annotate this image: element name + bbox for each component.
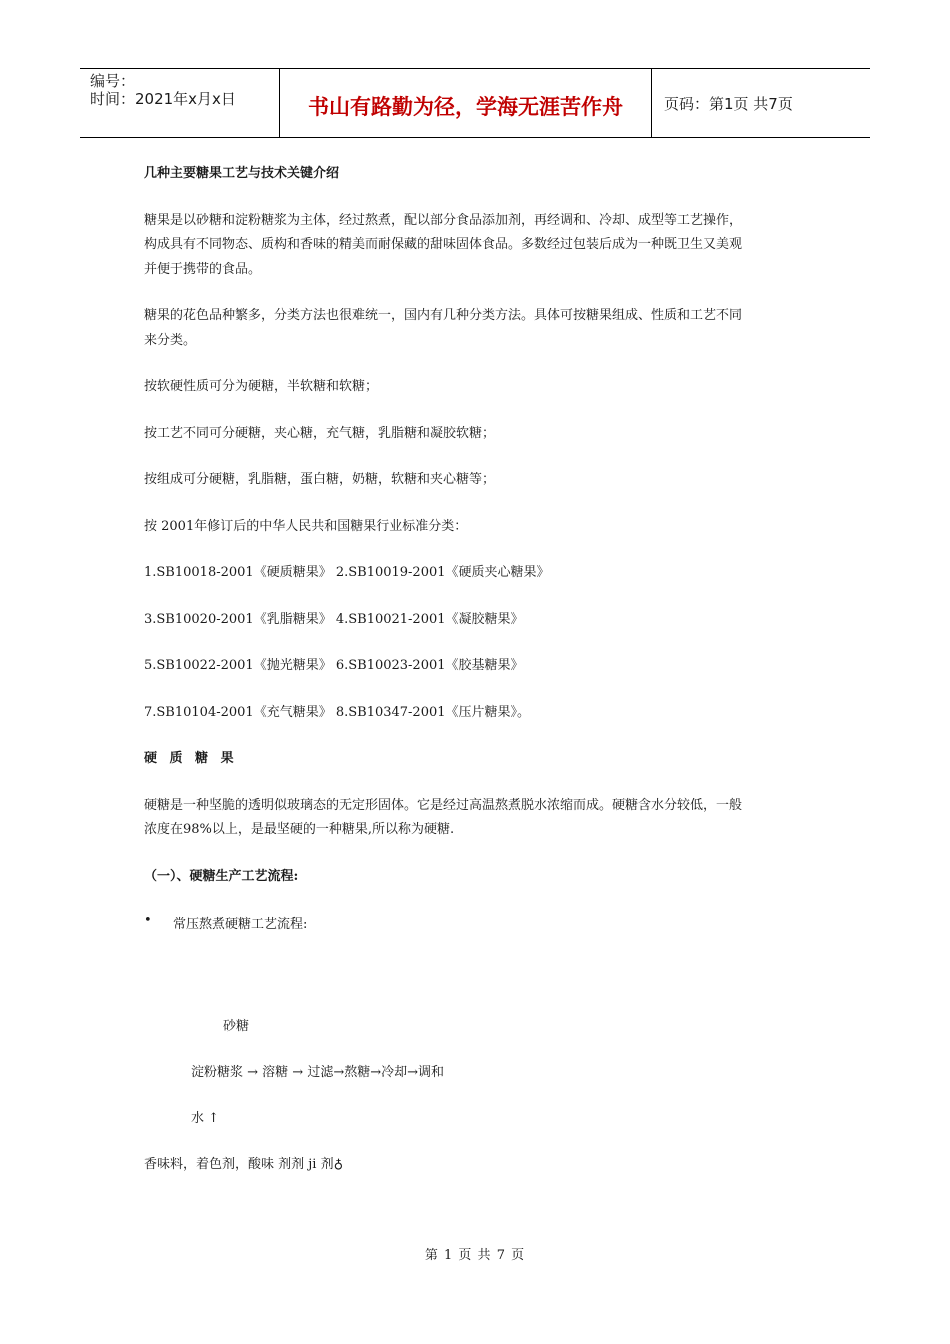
flow-main-line: 淀粉糖浆 → 溶糖 → 过滤→熬糖→冷却→调和 (191, 1065, 444, 1080)
standard-item: 3.SB10020-2001《乳脂糖果》 4.SB10021-2001《凝胶糖果》 (144, 611, 524, 627)
bullet-item (144, 913, 814, 932)
standard-item: 1.SB10018-2001《硬质糖果》 2.SB10019-2001《硬质夹心糖果》 (144, 565, 550, 580)
flow-additives: 香味料，着色剂，酸味 剂剂 ji 剂♁ (144, 1157, 344, 1172)
document-header (80, 68, 870, 138)
intro-paragraph (144, 209, 814, 283)
page-footer: 第 1 页 共 7 页 (424, 1248, 526, 1263)
document-title: 几种主要糖果工艺与技术关键介绍 (144, 166, 340, 181)
classify-by-hardness: 按软硬性质可分为硬糖，半软糖和软糖； (144, 379, 379, 394)
classify-line: 来分类。 (144, 332, 197, 348)
bullet-mark: • (144, 913, 152, 928)
process-flow (144, 1015, 744, 1177)
intro-line: 构成具有不同物态、质构和香味的精美而耐保藏的甜味固体食品。多数经过包装后成为一种既卫生又美观 (144, 237, 743, 252)
bullet-text: 常压熬煮硬糖工艺流程: (173, 917, 308, 932)
classify-line: 糖果的花色品种繁多，分类方法也很难统一，国内有几种分类方法。具体可按糖果组成、性质和工艺不同 (144, 308, 743, 323)
flow-water: 水 ↑ (191, 1111, 220, 1126)
document-body (144, 162, 814, 932)
intro-line: 并便于携带的食品。 (144, 261, 262, 277)
document-number: 编号： (90, 72, 136, 90)
classify-paragraph (144, 304, 814, 353)
classify-by-composition: 按组成可分硬糖，乳脂糖，蛋白糖，奶糖，软糖和夹心糖等； (144, 472, 496, 487)
hard-candy-paragraph (144, 794, 814, 843)
header-page-info: 页码：第1页 共7页 (664, 94, 793, 113)
header-meta (80, 69, 280, 137)
hard-candy-line: 硬糖是一种坚脆的透明似玻璃态的无定形固体。它是经过高温熬煮脱水浓缩而成。硬糖含水分较低，一般 (144, 797, 743, 813)
classify-by-process: 按工艺不同可分硬糖，夹心糖，充气糖，乳脂糖和凝胶软糖； (144, 425, 496, 441)
hard-candy-heading: 硬 质 糖 果 (144, 751, 238, 766)
classify-by-standard: 按 2001年修订后的中华人民共和国糖果行业标准分类： (144, 518, 468, 534)
intro-line: 糖果是以砂糖和淀粉糖浆为主体，经过熬煮，配以部分食品添加剂，再经调和、冷却、成型等工艺操作， (144, 212, 743, 228)
document-time: 时间：2021年x月x日 (90, 90, 236, 108)
process-heading: （一）、硬糖生产工艺流程: (144, 868, 299, 884)
hard-candy-line: 浓度在98%以上，是最坚硬的一种糖果,所以称为硬糖. (144, 822, 455, 837)
header-motto: 书山有路勤为径，学海无涯苦作舟 (280, 69, 652, 137)
flow-sugar: 砂糖 (223, 1019, 250, 1034)
standard-item: 7.SB10104-2001《充气糖果》 8.SB10347-2001《压片糖果》。 (144, 704, 531, 720)
standard-item: 5.SB10022-2001《抛光糖果》 6.SB10023-2001《胶基糖果》 (144, 658, 524, 673)
